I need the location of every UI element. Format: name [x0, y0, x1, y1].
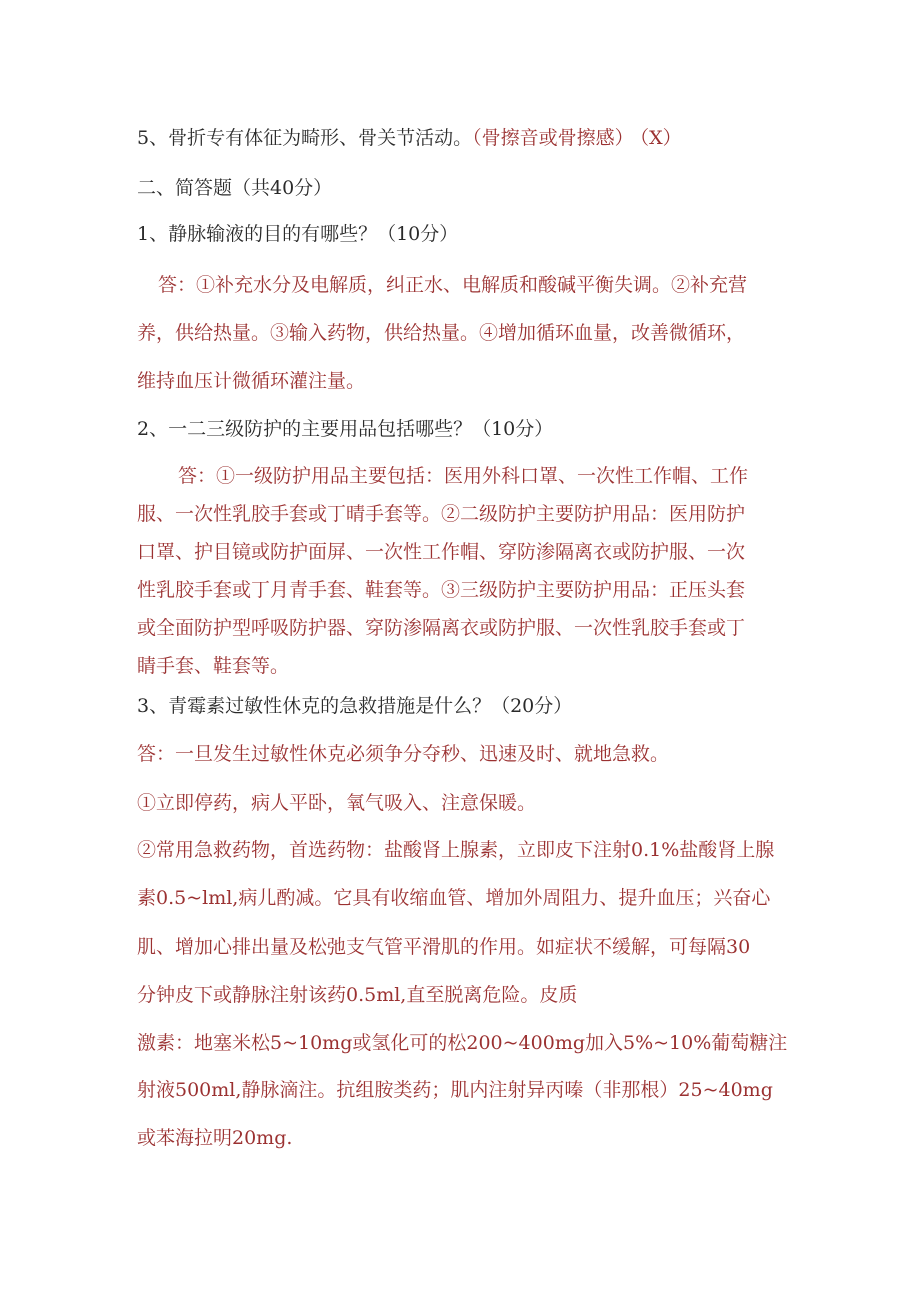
q2-answer-line: 服、一次性乳胶手套或丁晴手套等。②二级防护主要防护用品：医用防护 [137, 503, 746, 525]
q5-correction: （骨擦音或骨擦感） [472, 127, 634, 149]
q1-answer-line: 维持血压计微循环灌注量。 [137, 370, 366, 392]
section-heading: 二、简答题（共40分） [137, 177, 333, 199]
q3-step2-line: 分钟皮下或静脉注射该药0.5ml,直至脱离危险。皮质 [137, 984, 578, 1006]
q3-step2-line: ②常用急救药物，首选药物：盐酸肾上腺素，立即皮下注射0.1%盐酸肾上腺 [137, 839, 775, 861]
q3-step2-line: 素0.5~lml,病儿酌减。它具有收缩血管、增加外周阻力、提升血压；兴奋心 [137, 887, 771, 909]
q3-answer-intro: 答：一旦发生过敏性休克必须争分夺秒、迅速及时、就地急救。 [137, 743, 670, 765]
q1-answer-line: 养，供给热量。③输入药物，供给热量。④增加循环血量，改善微循环， [137, 322, 746, 344]
q5-question: 5、骨折专有体征为畸形、骨关节活动。 [137, 127, 473, 149]
q3-steroid-line: 射液500ml,静脉滴注。抗组胺类药；肌内注射异丙嗪（非那根）25~40mg [137, 1079, 773, 1101]
q2-answer-line: 睛手套、鞋套等。 [137, 655, 290, 677]
q5-mark: （X） [639, 127, 682, 149]
q2-answer-line: 答：①一级防护用品主要包括：医用外科口罩、一次性工作帽、工作 [178, 465, 749, 487]
q5-line [137, 125, 682, 151]
q2-answer-line: 或全面防护型呼吸防护器、穿防渗隔离衣或防护服、一次性乳胶手套或丁 [137, 617, 746, 639]
q3-step1: ①立即停药，病人平卧，氧气吸入、注意保暖。 [137, 792, 537, 814]
q3-steroid-line: 激素：地塞米松5~10mg或氢化可的松200~400mg加入5%~10%葡萄糖注 [137, 1032, 788, 1054]
q2-answer-line: 口罩、护目镜或防护面屏、一次性工作帽、穿防渗隔离衣或防护服、一次 [137, 541, 746, 563]
q2-question: 2、一二三级防护的主要用品包括哪些？（10分） [137, 418, 554, 440]
q1-answer-line: 答：①补充水分及电解质，纠正水、电解质和酸碱平衡失调。②补充营 [158, 274, 748, 296]
q3-steroid-line: 或苯海拉明20mg. [137, 1127, 293, 1149]
q3-question: 3、青霉素过敏性休克的急救措施是什么？（20分） [137, 695, 573, 717]
q3-step2-line: 肌、增加心排出量及松弛支气管平滑肌的作用。如症状不缓解，可每隔30 [137, 936, 751, 958]
q2-answer-line: 性乳胶手套或丁月青手套、鞋套等。③三级防护主要防护用品：正压头套 [137, 579, 746, 601]
q1-question: 1、静脉输液的目的有哪些？（10分） [137, 223, 459, 245]
